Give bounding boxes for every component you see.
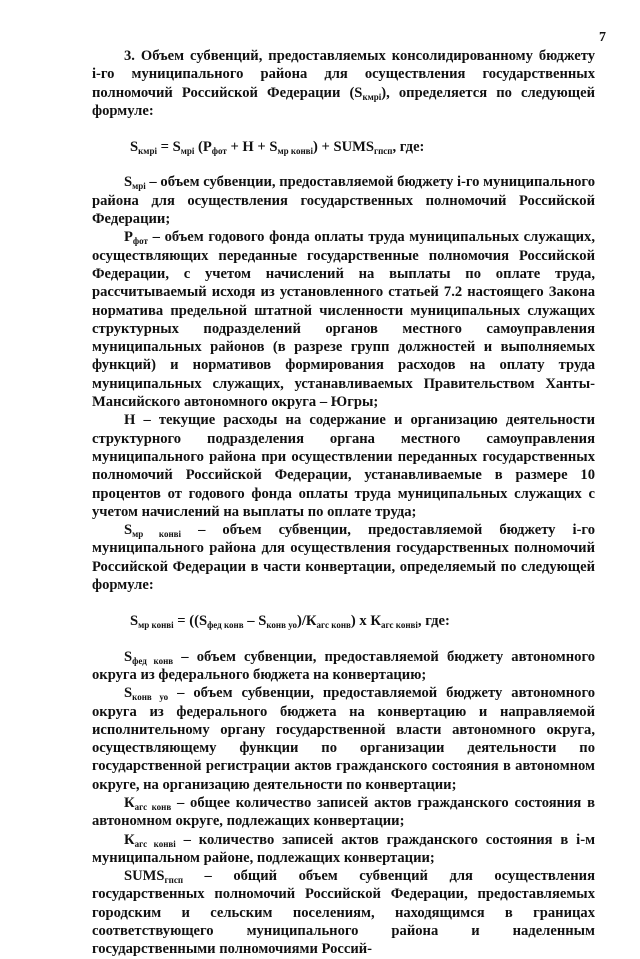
text-run: S: [124, 522, 133, 539]
text-run: – общий объем субвенций для осуществления государственных полномочий Российской Федерации, предоставляемых городским и сельским поселениям, находящимся в границах соответствующего муниципального района и наделенным государственными полномочиями Россий-: [92, 868, 595, 958]
subscript: агс конв: [134, 801, 172, 812]
text-run: S: [130, 139, 139, 156]
subscript: кмрi: [138, 146, 157, 157]
subscript: фед конв: [132, 655, 174, 666]
text-run: – объем годового фонда оплаты труда муниципальных служащих, осуществляющих переданные государственные полномочия Российской Федерации, с учетом начислений на выплаты по оплате труда, рассчитываемый исходя из установленного статьей 7.2 настоящего Закона норматива предельной штатной численности муниципальных служащих структурных подразделений органов местного самоуправления муниципальных районов (в разрезе групп должностей и выполняемых функций) и нормативов формирования расходов на оплату труда муниципальных служащих, устанавливаемых Правительством Ханты-Мансийского автономного округа – Югры;: [92, 229, 595, 411]
text-run: – объем субвенции, предоставляемой бюджету автономного округа из федерального бюджета на конвертацию и направляемой исполнительному органу государственной власти автономного округа, осуществляющему функции по организации деятельности по государственной регистрации актов гражданского состояния в автономном округе, на организацию деятельности по конвертации;: [92, 685, 596, 793]
text-run: , где:: [392, 139, 425, 156]
subscript: агс конвi: [380, 620, 418, 631]
text-run: Н – текущие расходы на содержание и организацию деятельности структурного подразделения органа местного самоуправления муниципального района при осуществлении переданных государственных полномочий Российской Федерации, устанавливаемые в размере 10 процентов от годового фонда оплаты труда муниципальных служащих с учетом начислений на выплаты по оплате труда;: [92, 412, 595, 520]
paragraph-intro: [92, 47, 595, 120]
page-number: 7: [599, 30, 606, 45]
subscript: мр конвi: [138, 620, 174, 631]
text-run: К: [124, 794, 135, 811]
subscript: агс конвi: [134, 838, 176, 849]
text-run: – общее количество записей актов гражданского состояния в автономном округе, подлежащих конвертации;: [92, 794, 595, 830]
text-run: К: [124, 831, 135, 848]
definition-s-fed-konv: [92, 648, 595, 685]
subscript: конв уо: [266, 620, 297, 631]
text-run: ), определяется по следующей формуле:: [92, 84, 595, 119]
formula-subvention-total: [92, 138, 595, 156]
text-run: 3. Объем субвенций, предоставляемых консолидированному бюджету i-го муниципального района для осуществления государственных полномочий Российской Федерации (S: [92, 48, 595, 101]
subscript: кмрi: [362, 91, 382, 102]
text-run: = S: [156, 139, 181, 156]
subscript: конв уо: [132, 692, 169, 703]
formula-conversion: [92, 612, 595, 630]
definition-r-fot: [92, 228, 595, 411]
definition-k-ags-konv: [92, 794, 595, 831]
definition-s-mr-konv: [92, 521, 595, 594]
text-run: Р: [124, 229, 133, 246]
subscript: мрi: [180, 146, 195, 157]
subscript: агс конв: [316, 620, 351, 631]
text-run: = ((S: [173, 613, 208, 630]
text-run: , где:: [417, 613, 450, 630]
text-run: S: [124, 648, 133, 665]
subscript: гпсп: [164, 875, 183, 886]
text-run: ) + SUMS: [313, 139, 375, 156]
subscript: мрi: [132, 181, 146, 192]
text-run: – объем субвенции, предоставляемой бюджету i-го муниципального района для осуществления государственных полномочий Российской Федерации в части конвертации, определяемый по следующей формуле:: [92, 522, 595, 594]
text-run: S: [130, 613, 139, 630]
text-run: S: [124, 685, 133, 702]
text-run: – S: [243, 613, 267, 630]
subscript: мр конвi: [132, 529, 182, 540]
text-run: (Р: [194, 139, 212, 156]
text-run: S: [124, 174, 133, 191]
text-run: – объем субвенции, предоставляемой бюджету i-го муниципального района для осуществления государственных полномочий Российской Федерации;: [92, 174, 595, 228]
text-run: – объем субвенции, предоставляемой бюджету автономного округа из федерального бюджета на конвертацию;: [92, 648, 595, 683]
subscript: фот: [211, 146, 227, 157]
definition-s-mri: [92, 173, 595, 228]
definition-sums-gpsp: [92, 867, 595, 958]
document-body: [92, 47, 595, 959]
definition-n: [92, 411, 595, 521]
subscript: фот: [132, 236, 148, 247]
text-run: – количество записей актов гражданского состояния в i-м муниципальном районе, подлежащих конвертации;: [92, 831, 596, 866]
text-run: + Н + S: [226, 139, 278, 156]
definition-k-ags-konv-i: [92, 831, 595, 868]
text-run: ) х К: [350, 613, 381, 630]
definition-s-konv-uo: [92, 684, 595, 794]
text-run: )/К: [296, 613, 317, 630]
subscript: фед конв: [207, 620, 244, 631]
text-run: SUMS: [124, 868, 165, 885]
subscript: гпсп: [374, 146, 393, 157]
subscript: мр конвi: [277, 146, 313, 157]
